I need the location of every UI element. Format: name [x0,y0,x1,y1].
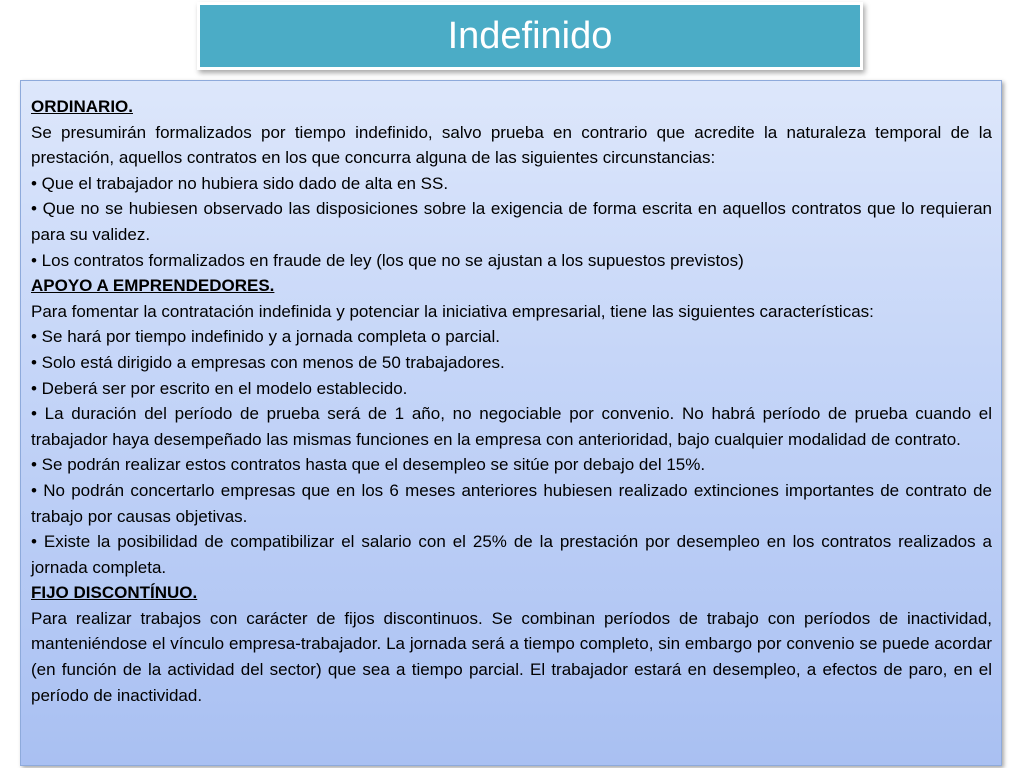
bullet-item: • Solo está dirigido a empresas con menos de 50 trabajadores. [31,352,505,372]
bullet-item: • Deberá ser por escrito en el modelo establecido. [31,378,408,398]
bullet-item: • Existe la posibilidad de compatibilizar el salario con el 25% de la prestación por desempleo en los contratos realizados a jornada completa. [31,532,992,577]
heading-ordinario: ORDINARIO. [31,97,133,116]
bullet-item: • Que no se hubiesen observado las disposiciones sobre la exigencia de forma escrita en aquellos contratos que lo requieran para su validez. [31,199,992,244]
content-text [31,94,992,708]
paragraph-ordinario-intro: Se presumirán formalizados por tiempo indefinido, salvo prueba en contrario que acredite la naturaleza temporal de la prestación, aquellos contratos en los que concurra alguna de las siguientes circunstancias: [31,122,992,168]
bullet-item: • Los contratos formalizados en fraude de ley (los que no se ajustan a los supuestos previstos) [31,250,744,270]
bullet-item: • Se podrán realizar estos contratos hasta que el desempleo se sitúe por debajo del 15%. [31,455,706,475]
bullet-item: • La duración del período de prueba será de 1 año, no negociable por convenio. No habrá período de prueba cuando el trabajador haya desempeñado las mismas funciones en la empresa con anterioridad, bajo cualquier modalidad de contrato. [31,404,992,449]
paragraph-fijo-body: Para realizar trabajos con carácter de fijos discontinuos. Se combinan períodos de trabajo con períodos de inactividad, manteniéndose el vínculo empresa-trabajador. La jornada será a tiempo completo, sin embargo por convenio se puede acordar (en función de la actividad del sector) que sea a tiempo parcial. El trabajador estará en desempleo, a efectos de paro, en el período de inactividad. [31,608,992,705]
bullet-item: • Se hará por tiempo indefinido y a jornada completa o parcial. [31,327,501,347]
bullet-item: • Que el trabajador no hubiera sido dado de alta en SS. [31,173,449,193]
title-banner [197,2,863,70]
paragraph-apoyo-intro: Para fomentar la contratación indefinida y potenciar la iniciativa empresarial, tiene las siguientes características: [31,301,874,321]
heading-fijo-discontinuo: FIJO DISCONTÍNUO. [31,583,198,603]
heading-apoyo-emprendedores: APOYO A EMPRENDEDORES. [31,276,275,296]
bullet-item: • No podrán concertarlo empresas que en los 6 meses anteriores hubiesen realizado extinciones importantes de contrato de trabajo por causas objetivas. [31,480,992,526]
slide-title: Indefinido [447,15,613,57]
content-box [20,80,1002,766]
